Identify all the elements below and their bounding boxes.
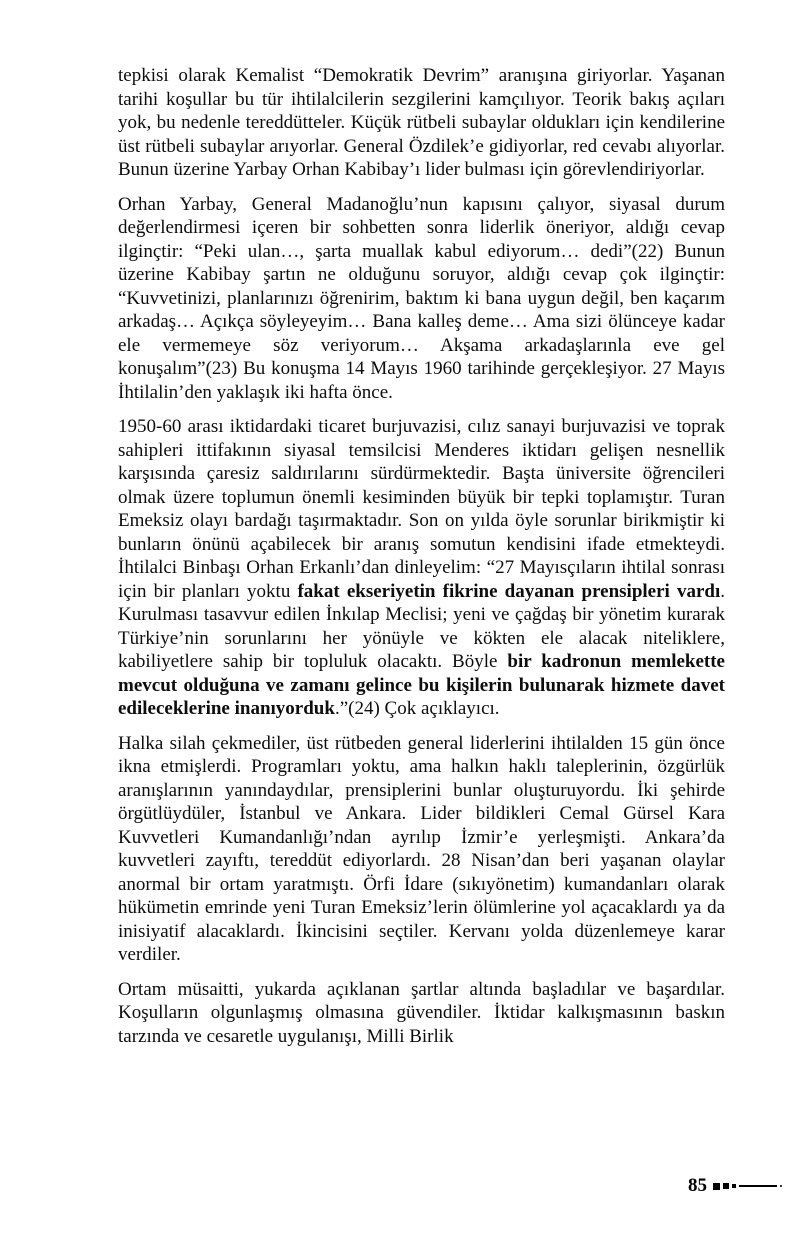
text-segment: 1950-60 arası iktidardaki ticaret burjuvazisi, cılız sanayi burjuvazisi ve toprak sahipleri ittifakının siyasal temsilcisi Menderes iktidarı gelişen nesnellik karşısında çaresiz saldırılarını sürdürmektedir. Başta üniversite öğrencileri olmak üzere toplumun önemli kesiminden büyük bir tepki toplamıştır. Turan Emeksiz olayı bardağı taşırmaktadır. Son on yılda öyle sorunlar birikmiştir ki bunların önünü açabilecek bir aranış somutun kendisini ifade etmekteydi. İhtilalci Binbaşı Orhan Erkanlı’dan dinleyelim: “27 Mayısçıların ihtilal sonrası için bir planları yoktu bbox=[118, 416, 725, 602]
text-segment: . Kurulması tasavvur edilen İnkılap Meclisi; yeni ve çağdaş bir yönetim kurarak Türkiye’nin sorunlarını her yönüyle ve kökten ele alacak niteliklere, kabiliyetlere sahip bir topluluk olacaktı. Böyle bbox=[118, 580, 725, 672]
paragraph bbox=[118, 732, 725, 967]
ornament-dot-icon bbox=[780, 1185, 782, 1187]
ornament-square-icon bbox=[732, 1184, 736, 1188]
paragraph bbox=[118, 193, 725, 405]
ornament-square-icon bbox=[723, 1183, 729, 1189]
bold-text-segment: fakat ekseriyetin fikrine dayanan prensipleri vardı bbox=[297, 580, 721, 602]
page-footer bbox=[688, 1175, 782, 1197]
footer-ornament-icon bbox=[713, 1183, 782, 1190]
ornament-rule-icon bbox=[739, 1185, 777, 1187]
text-segment: Orhan Yarbay, General Madanoğlu’nun kapısını çalıyor, siyasal durum değerlendirmesi içeren bir sohbetten sonra liderlik öneriyor, aldığı cevap ilginçtir: “Peki ulan…, şarta muallak kabul ediyorum… dedi”(22) Bunun üzerine Kabibay şartın ne olduğunu soruyor, aldığı cevap çok ilginçtir: “Kuvvetinizi, planlarınızı öğrenirim, baktım ki bana uygun değil, ben kaçarım arkadaş… Açıkça söyleyeyim… Bana kalleş deme… Ama sizi ölünceye kadar ele vermemeye söz veriyorum… Akşama arkadaşlarınla eve gel konuşalım”(23) Bu konuşma 14 Mayıs 1960 tarihinde gerçekleşiyor. 27 Mayıs İhtilalin’den yaklaşık iki hafta önce. bbox=[118, 193, 725, 403]
bold-text-segment: bir kadronun memlekette mevcut olduğuna ve zamanı gelince bu kişilerin bulunarak hizmete davet edileceklerine inanıyorduk bbox=[118, 651, 725, 719]
paragraph bbox=[118, 978, 725, 1049]
text-segment: Ortam müsaitti, yukarda açıklanan şartlar altında başladılar ve başardılar. Koşulların olgunlaşmış olmasına güvendiler. İktidar kalkışmasının baskın tarzında ve cesaretle uygulanışı, Milli Birlik bbox=[118, 978, 725, 1047]
paragraph bbox=[118, 64, 725, 182]
ornament-square-icon bbox=[713, 1183, 720, 1190]
text-block bbox=[118, 64, 725, 1048]
text-segment: Halka silah çekmediler, üst rütbeden general liderlerini ihtilalden 15 gün önce ikna etmişlerdi. Programları yoktu, ama halkın haklı taleplerinin, özgürlük aranışlarının yanındaydılar, prensiplerini bunlar oluşturuyordu. İki şehirde örgütlüydüler, İstanbul ve Ankara. Lider bildikleri Cemal Gürsel Kara Kuvvetleri Kumandanlığı’ndan ayrılıp İzmir’e yerleşmişti. Ankara’da kuvvetleri zayıftı, tereddüt ediyorlardı. 28 Nisan’dan beri yaşanan olaylar anormal bir ortam yaratmıştı. Örfi İdare (sıkıyönetim) kumandanları olarak hükümetin emrinde yeni Turan Emeksiz’lerin ölümlerine yol açacaklardı ya da inisiyatif alacaklardı. İkincisini seçtiler. Kervanı yolda düzenlemeye karar verdiler. bbox=[118, 732, 725, 965]
page-number: 85 bbox=[688, 1175, 707, 1196]
text-segment: .”(24) Çok açıklayıcı. bbox=[334, 698, 500, 719]
paragraph bbox=[118, 415, 725, 721]
text-segment: tepkisi olarak Kemalist “Demokratik Devrim” aranışına giriyorlar. Yaşanan tarihi koşullar bu tür ihtilalcilerin sezgilerini kamçılıyor. Teorik bakış açıları yok, bu nedenle tereddütteler. Küçük rütbeli subaylar oldukları için kendilerine üst rütbeli subaylar arıyorlar. General Özdilek’e gidiyorlar, red cevabı alıyorlar. Bunun üzerine Yarbay Orhan Kabibay’ı lider bulması için görevlendiriyorlar. bbox=[118, 65, 725, 180]
